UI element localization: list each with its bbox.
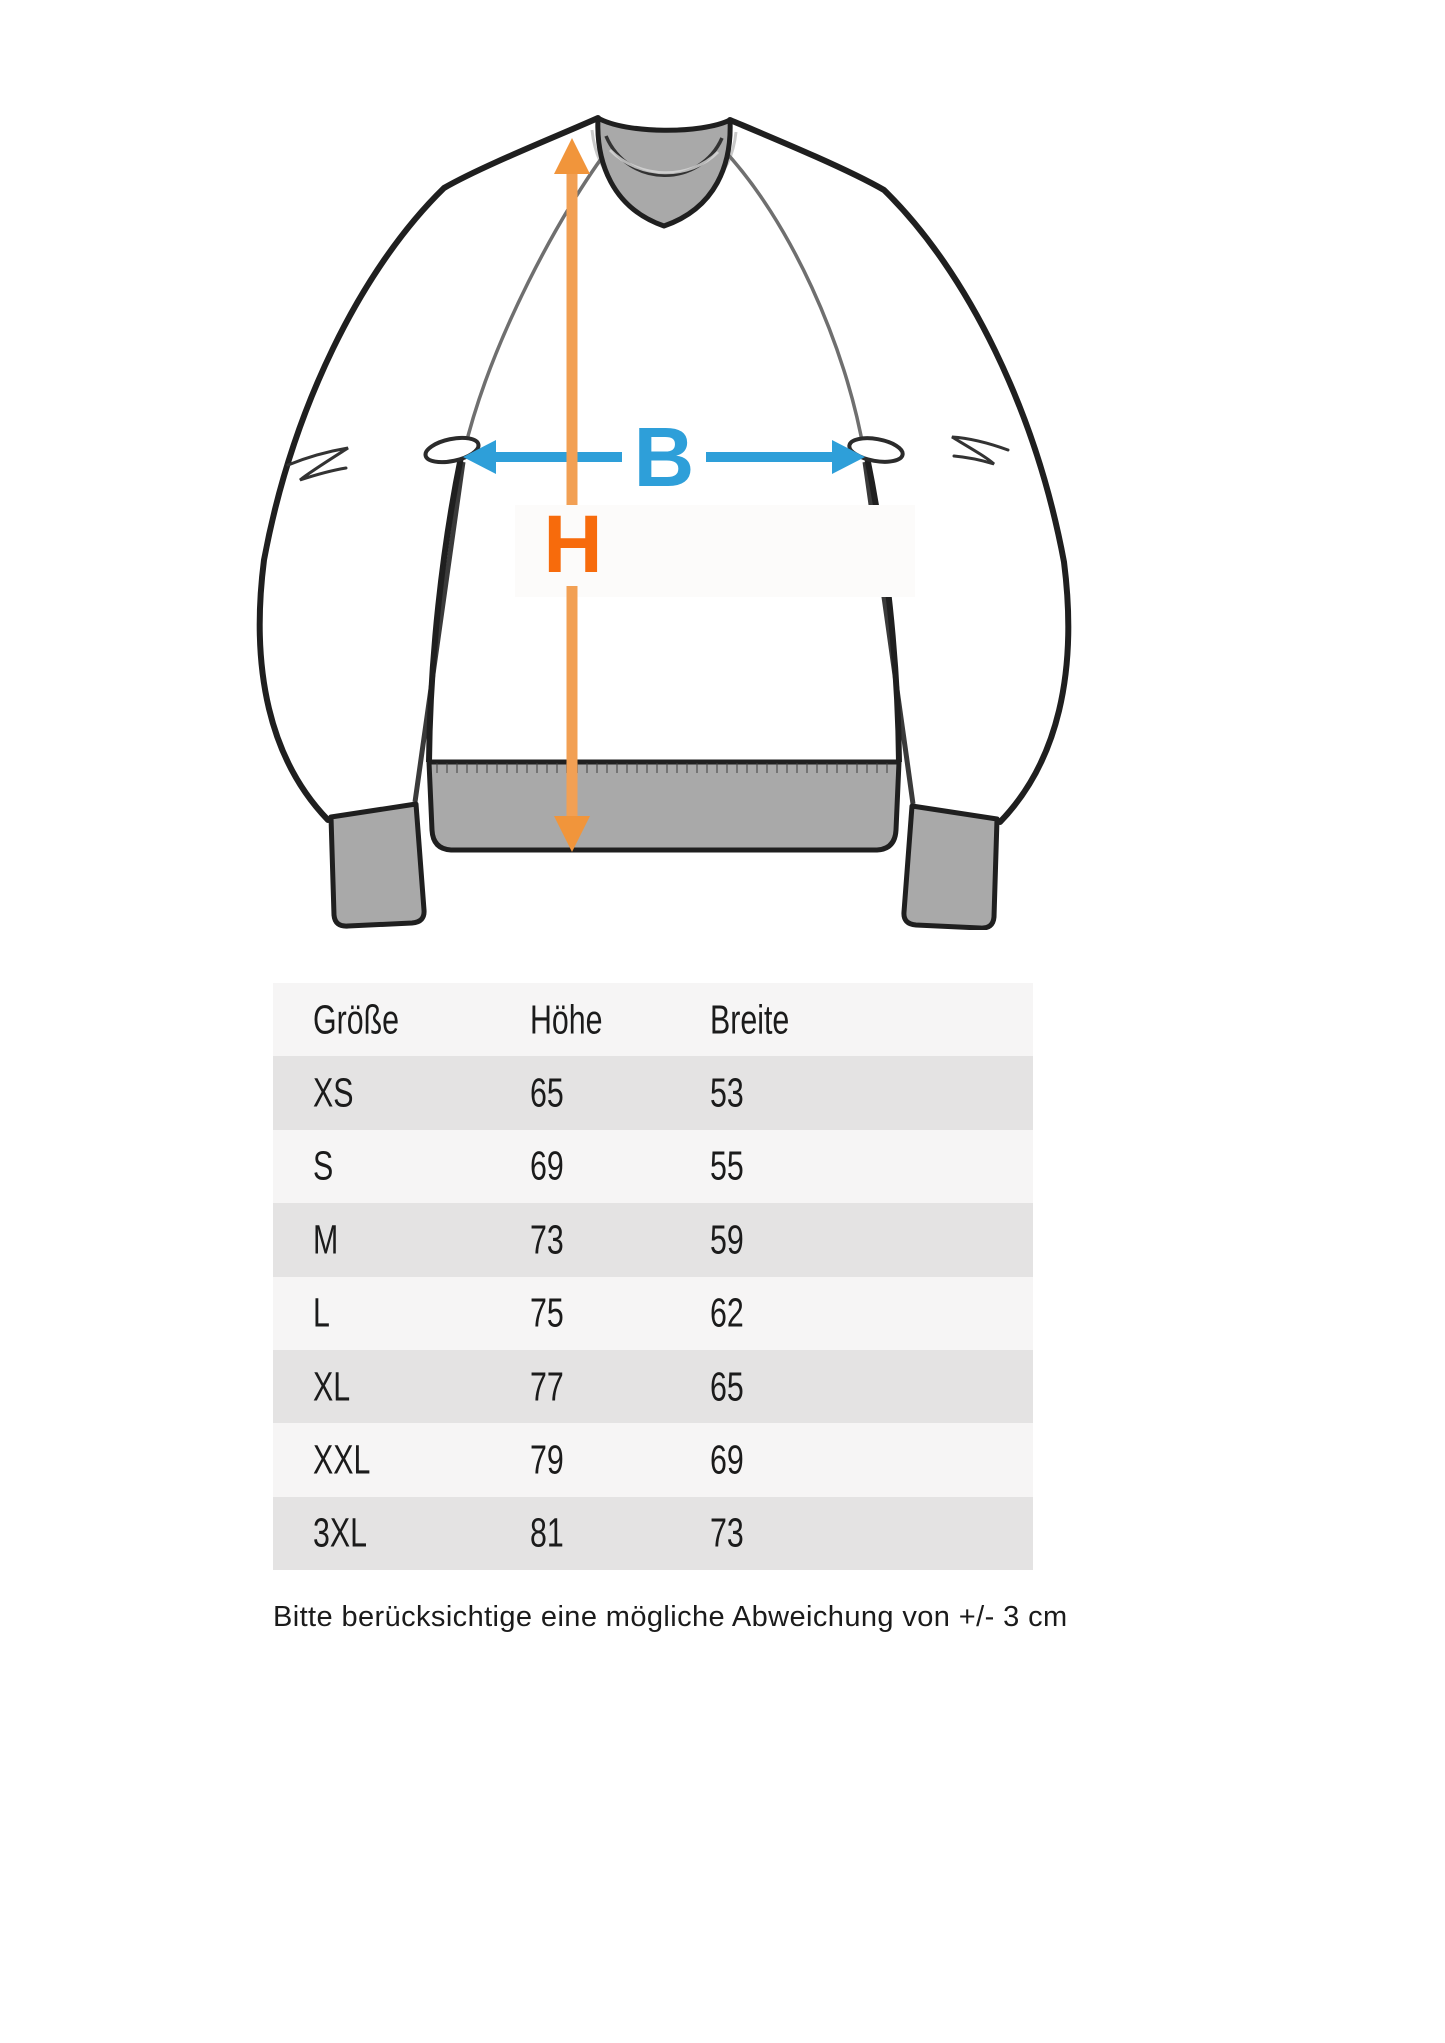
table-row	[273, 1056, 1033, 1129]
cell-hoehe: 69	[530, 1142, 564, 1189]
table-row	[273, 1130, 1033, 1203]
cell-hoehe: 79	[530, 1436, 564, 1483]
cell-breite: 55	[710, 1142, 744, 1189]
table-row	[273, 1423, 1033, 1496]
waistband-rib	[429, 762, 899, 850]
sweatshirt-size-diagram	[230, 80, 1090, 930]
left-cuff-rib	[331, 804, 424, 926]
header-cell-hoehe: Höhe	[530, 996, 603, 1043]
cell-size: L	[313, 1289, 330, 1336]
cell-hoehe: 81	[530, 1509, 564, 1556]
cell-breite: 53	[710, 1069, 744, 1116]
cell-breite: 62	[710, 1289, 744, 1336]
right-body-seam	[722, 148, 864, 452]
table-row	[273, 1277, 1033, 1350]
cell-size: M	[313, 1216, 339, 1263]
cell-size: S	[313, 1142, 334, 1189]
width-label: B	[633, 410, 695, 504]
cell-breite: 73	[710, 1509, 744, 1556]
left-sleeve-inner-edge	[415, 462, 463, 802]
cell-hoehe: 75	[530, 1289, 564, 1336]
cell-size: XL	[313, 1363, 351, 1410]
size-table-header	[273, 983, 1033, 1056]
right-cuff-rib	[904, 806, 997, 928]
height-arrow	[543, 138, 602, 852]
right-elbow-crease	[952, 437, 1008, 464]
height-label: H	[543, 499, 603, 590]
tolerance-note: Bitte berücksichtige eine mögliche Abweichung von +/- 3 cm	[273, 1601, 1068, 1633]
cell-breite: 69	[710, 1436, 744, 1483]
table-row	[273, 1350, 1033, 1423]
cell-breite: 65	[710, 1363, 744, 1410]
header-cell-groesse: Größe	[313, 996, 399, 1043]
cell-hoehe: 73	[530, 1216, 564, 1263]
cell-breite: 59	[710, 1216, 744, 1263]
height-arrowhead-top	[554, 138, 590, 174]
cell-size: XXL	[313, 1436, 371, 1483]
width-arrow	[463, 410, 865, 504]
size-table	[273, 983, 1033, 1570]
cell-size: 3XL	[313, 1509, 367, 1556]
cell-hoehe: 65	[530, 1069, 564, 1116]
table-row	[273, 1497, 1033, 1570]
header-cell-breite: Breite	[710, 996, 790, 1043]
cell-size: XS	[313, 1069, 354, 1116]
left-body-seam	[464, 144, 612, 452]
table-row	[273, 1203, 1033, 1276]
cell-hoehe: 77	[530, 1363, 564, 1410]
left-elbow-crease	[288, 448, 348, 480]
